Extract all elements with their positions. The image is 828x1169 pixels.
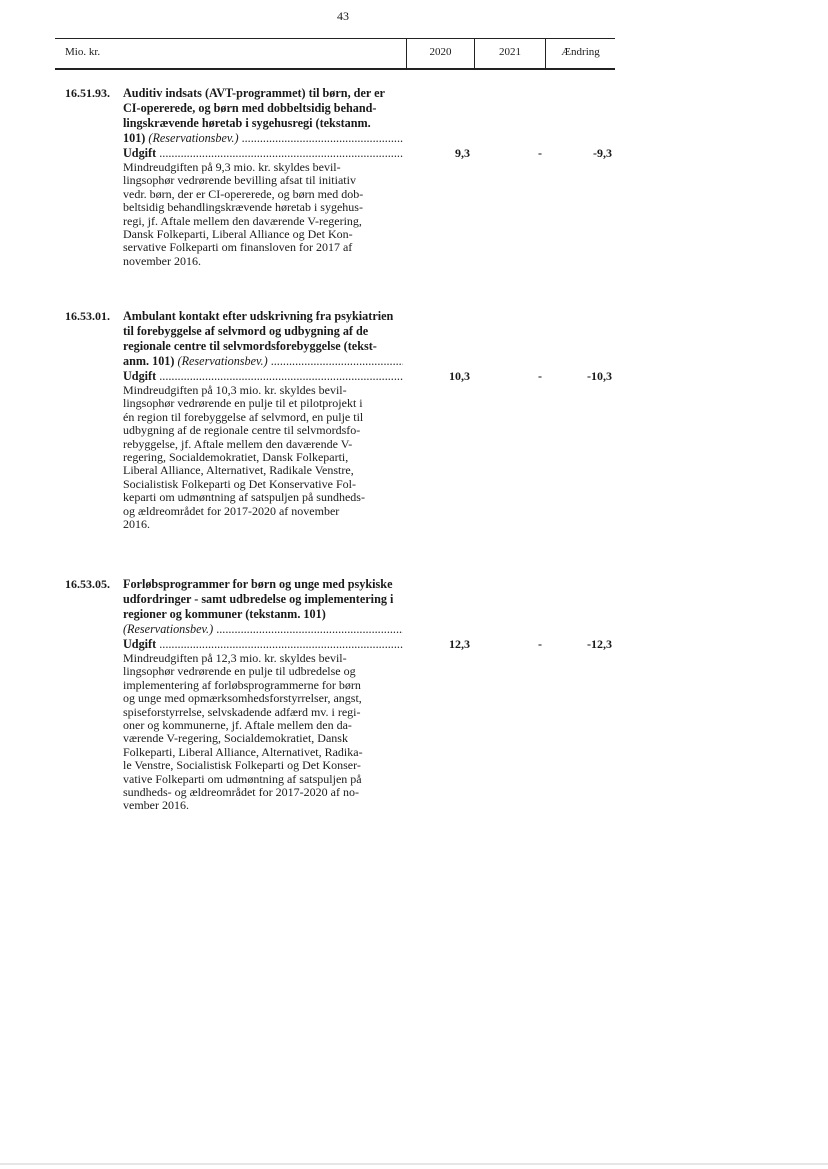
title-tail-bold: anm. 101) xyxy=(123,354,175,368)
section-description xyxy=(123,161,402,268)
title-tail-bold: 101) xyxy=(123,131,146,145)
section-title xyxy=(123,309,433,369)
value-2021: - xyxy=(538,637,542,651)
description-line: og ældreområdet for 2017-2020 af november xyxy=(123,504,340,518)
reservation-note: (Reservationsbev.) ..... xyxy=(178,354,403,368)
title-line-last xyxy=(123,354,403,369)
description-line: le Venstre, Socialistisk Folkeparti og Det Konser- xyxy=(123,759,361,773)
description-line: regering, Socialdemokratiet, Dansk Folkeparti, xyxy=(123,451,349,465)
description-line: oner og kommunerne, jf. Aftale mellem den da- xyxy=(123,719,352,733)
title-line: CI-opererede, og børn med dobbeltsidig behand- xyxy=(123,101,377,115)
description-line: Dansk Folkeparti, Liberal Alliance og Det Kon- xyxy=(123,228,353,242)
description-line: Folkeparti, Liberal Alliance, Alternativet, Radika- xyxy=(123,745,363,759)
description-line: vative Folkeparti om udmøntning af satspuljen på xyxy=(123,772,362,786)
description-line: servative Folkeparti om finansloven for 2017 af xyxy=(123,241,353,255)
title-line: Forløbsprogrammer for børn og unge med psykiske xyxy=(123,577,393,591)
scan-edge xyxy=(0,1163,828,1165)
description-line: beltsidig behandlingskrævende høretab i sygehus- xyxy=(123,201,363,215)
header-top-rule xyxy=(55,38,615,39)
description-line: sundheds- og ældreområdet for 2017-2020 af no- xyxy=(123,786,359,800)
header-col-2020: 2020 xyxy=(429,46,452,58)
value-2020: 9,3 xyxy=(455,146,470,160)
value-2020: 10,3 xyxy=(449,369,470,383)
description-line: spiseforstyrrelse, selvskadende adfærd mv. i regi- xyxy=(123,705,361,719)
reservation-note: (Reservationsbev.) ..... xyxy=(148,131,403,145)
title-line: regionale centre til selvmordsforebyggelse (tekst- xyxy=(123,339,377,353)
account-number: 16.53.01. xyxy=(65,309,110,323)
description-line: lingsophør vedrørende en pulje til udbredelse og xyxy=(123,665,356,679)
description-line: Mindreudgiften på 10,3 mio. kr. skyldes bevil- xyxy=(123,384,347,397)
section-description xyxy=(123,384,402,531)
description-line: og unge med opmærksomhedsforstyrrelser, angst, xyxy=(123,692,362,706)
header-col-change: Ændring xyxy=(561,46,600,58)
description-line: vedr. børn, der er CI-opererede, og børn med dob- xyxy=(123,187,364,201)
description-line: værende V-regering, Socialdemokratiet, Dansk xyxy=(123,732,348,746)
description-line: Liberal Alliance, Alternativet, Radikale Venstre, xyxy=(123,464,354,478)
value-change: -9,3 xyxy=(593,146,612,160)
value-2021: - xyxy=(538,369,542,383)
description-line: implementering af forløbsprogrammerne for børn xyxy=(123,678,361,692)
reservation-note: (Reservationsbev.) ..... xyxy=(123,622,403,636)
title-line-last xyxy=(123,131,403,146)
description-line: udbygning af de regionale centre til selvmordsfo- xyxy=(123,424,361,438)
value-change: -10,3 xyxy=(587,369,612,383)
header-col-2021: 2021 xyxy=(499,46,521,58)
value-2020: 12,3 xyxy=(449,637,470,651)
description-line: november 2016. xyxy=(123,254,201,268)
description-line: rebyggelse, jf. Aftale mellem den daværende V- xyxy=(123,437,353,451)
expense-label: Udgift ..... xyxy=(123,146,403,161)
title-line: udfordringer - samt udbredelse og implementering i xyxy=(123,592,394,606)
account-number: 16.51.93. xyxy=(65,86,110,100)
description-line: Mindreudgiften på 12,3 mio. kr. skyldes bevil- xyxy=(123,652,347,665)
description-line: regi, jf. Aftale mellem den daværende V-regering, xyxy=(123,214,362,228)
description-line: vember 2016. xyxy=(123,799,189,813)
page-number: 43 xyxy=(337,9,349,23)
description-line: Mindreudgiften på 9,3 mio. kr. skyldes bevil- xyxy=(123,161,341,174)
description-line: lingsophør vedrørende bevilling afsat til initiativ xyxy=(123,174,356,188)
account-number: 16.53.05. xyxy=(65,577,110,591)
description-line: 2016. xyxy=(123,518,150,532)
description-line: keparti om udmøntning af satspuljen på sundheds- xyxy=(123,491,365,505)
description-line: én region til forebyggelse af selvmord, en pulje til xyxy=(123,410,364,424)
title-line: til forebyggelse af selvmord og udbygning af de xyxy=(123,324,369,338)
section-title xyxy=(123,86,433,146)
title-line: regioner og kommuner (tekstanm. 101) xyxy=(123,607,326,621)
title-line: Ambulant kontakt efter udskrivning fra psykiatrien xyxy=(123,309,394,323)
value-2021: - xyxy=(538,146,542,160)
section-title xyxy=(123,577,433,637)
section-description xyxy=(123,652,402,813)
title-line: Auditiv indsats (AVT-programmet) til børn, der er xyxy=(123,86,385,100)
expense-label: Udgift ..... xyxy=(123,369,403,384)
header-label-mio-kr: Mio. kr. xyxy=(65,46,101,58)
header-bottom-rule xyxy=(55,68,615,70)
value-change: -12,3 xyxy=(587,637,612,651)
title-line: lingskrævende høretab i sygehusregi (tekstanm. xyxy=(123,116,371,130)
description-line: lingsophør vedrørende en pulje til et pilotprojekt i xyxy=(123,397,363,411)
title-line-last xyxy=(123,622,403,637)
expense-label: Udgift ..... xyxy=(123,637,403,652)
description-line: Socialistisk Folkeparti og Det Konservative Fol- xyxy=(123,477,356,491)
